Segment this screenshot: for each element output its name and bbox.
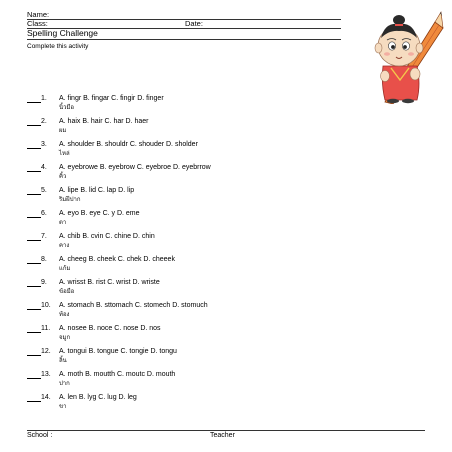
school-label: School :	[27, 432, 53, 439]
thai-word: ท้อง	[59, 312, 70, 318]
thai-word: ตา	[59, 220, 67, 226]
question-item	[27, 394, 327, 414]
question-item	[27, 210, 327, 230]
question-number: 6.	[41, 210, 47, 217]
name-line	[27, 19, 341, 20]
thai-word: แก้ม	[59, 266, 71, 272]
question-item	[27, 279, 327, 299]
question-number: 1.	[41, 95, 47, 102]
answer-blank[interactable]	[27, 194, 41, 195]
thai-word: ปาก	[59, 381, 70, 387]
answer-blank[interactable]	[27, 309, 41, 310]
answer-blank[interactable]	[27, 378, 41, 379]
name-label: Name:	[27, 10, 50, 19]
answer-blank[interactable]	[27, 171, 41, 172]
answer-options: A. eyebrowe B. eyebrow C. eyebroe D. eyebrrow	[59, 164, 211, 171]
answer-blank[interactable]	[27, 355, 41, 356]
answer-options: A. chib B. cvin C. chine D. chin	[59, 233, 155, 240]
answer-blank[interactable]	[27, 102, 41, 103]
answer-options: A. shoulder B. shouldr C. shouder D. sholder	[59, 141, 198, 148]
question-item	[27, 118, 327, 138]
answer-blank[interactable]	[27, 148, 41, 149]
question-number: 2.	[41, 118, 47, 125]
answer-blank[interactable]	[27, 125, 41, 126]
question-number: 13.	[41, 371, 51, 378]
answer-options: A. wrisst B. rist C. wrist D. wriste	[59, 279, 160, 286]
question-item	[27, 256, 327, 276]
thai-word: ไหล่	[59, 151, 70, 157]
question-number: 8.	[41, 256, 47, 263]
date-label: Date:	[185, 19, 203, 28]
answer-options: A. len B. lyg C. lug D. leg	[59, 394, 137, 401]
answer-blank[interactable]	[27, 401, 41, 402]
answer-blank[interactable]	[27, 240, 41, 241]
answer-blank[interactable]	[27, 286, 41, 287]
question-number: 12.	[41, 348, 51, 355]
answer-options: A. lipe B. lid C. lap D. lip	[59, 187, 135, 194]
question-item	[27, 187, 327, 207]
question-item	[27, 164, 327, 184]
question-number: 3.	[41, 141, 47, 148]
thai-word: ผม	[59, 128, 67, 134]
thai-word: ลิ้น	[59, 358, 67, 364]
question-number: 10.	[41, 302, 51, 309]
answer-options: A. cheeg B. cheek C. chek D. cheeek	[59, 256, 175, 263]
question-item	[27, 371, 327, 391]
answer-options: A. moth B. moutth C. moutc D. mouth	[59, 371, 176, 378]
page-title: Spelling Challenge	[27, 28, 98, 38]
question-item	[27, 302, 327, 322]
question-number: 14.	[41, 394, 51, 401]
thai-word: นิ้วมือ	[59, 105, 75, 111]
answer-options: A. fingr B. fingar C. fingir D. finger	[59, 95, 164, 102]
answer-options: A. stomach B. sttomach C. stomech D. stomuch	[59, 302, 208, 309]
thai-word: คิ้ว	[59, 174, 67, 180]
question-item	[27, 233, 327, 253]
answer-options: A. nosee B. noce C. nose D. nos	[59, 325, 161, 332]
question-number: 9.	[41, 279, 47, 286]
answer-options: A. haix B. hair C. har D. haer	[59, 118, 149, 125]
question-number: 4.	[41, 164, 47, 171]
answer-options: A. eyo B. eye C. y D. eme	[59, 210, 140, 217]
class-label: Class:	[27, 19, 48, 28]
thai-word: คาง	[59, 243, 70, 249]
answer-options: A. tongui B. tongue C. tongie D. tongu	[59, 348, 177, 355]
mascot-illustration	[355, 4, 450, 104]
question-item	[27, 325, 327, 345]
answer-blank[interactable]	[27, 332, 41, 333]
question-item	[27, 141, 327, 161]
question-item	[27, 95, 327, 115]
instructions: Complete this activity	[27, 43, 89, 50]
question-number: 7.	[41, 233, 47, 240]
thai-word: ขา	[59, 404, 67, 410]
answer-blank[interactable]	[27, 217, 41, 218]
thai-word: ริมฝีปาก	[59, 197, 81, 203]
title-line	[27, 39, 341, 40]
teacher-label: Teacher	[210, 432, 235, 439]
question-number: 11.	[41, 325, 51, 332]
question-item	[27, 348, 327, 368]
thai-word: จมูก	[59, 335, 71, 341]
footer-line	[27, 430, 425, 431]
answer-blank[interactable]	[27, 263, 41, 264]
thai-word: ข้อมือ	[59, 289, 75, 295]
question-number: 5.	[41, 187, 47, 194]
